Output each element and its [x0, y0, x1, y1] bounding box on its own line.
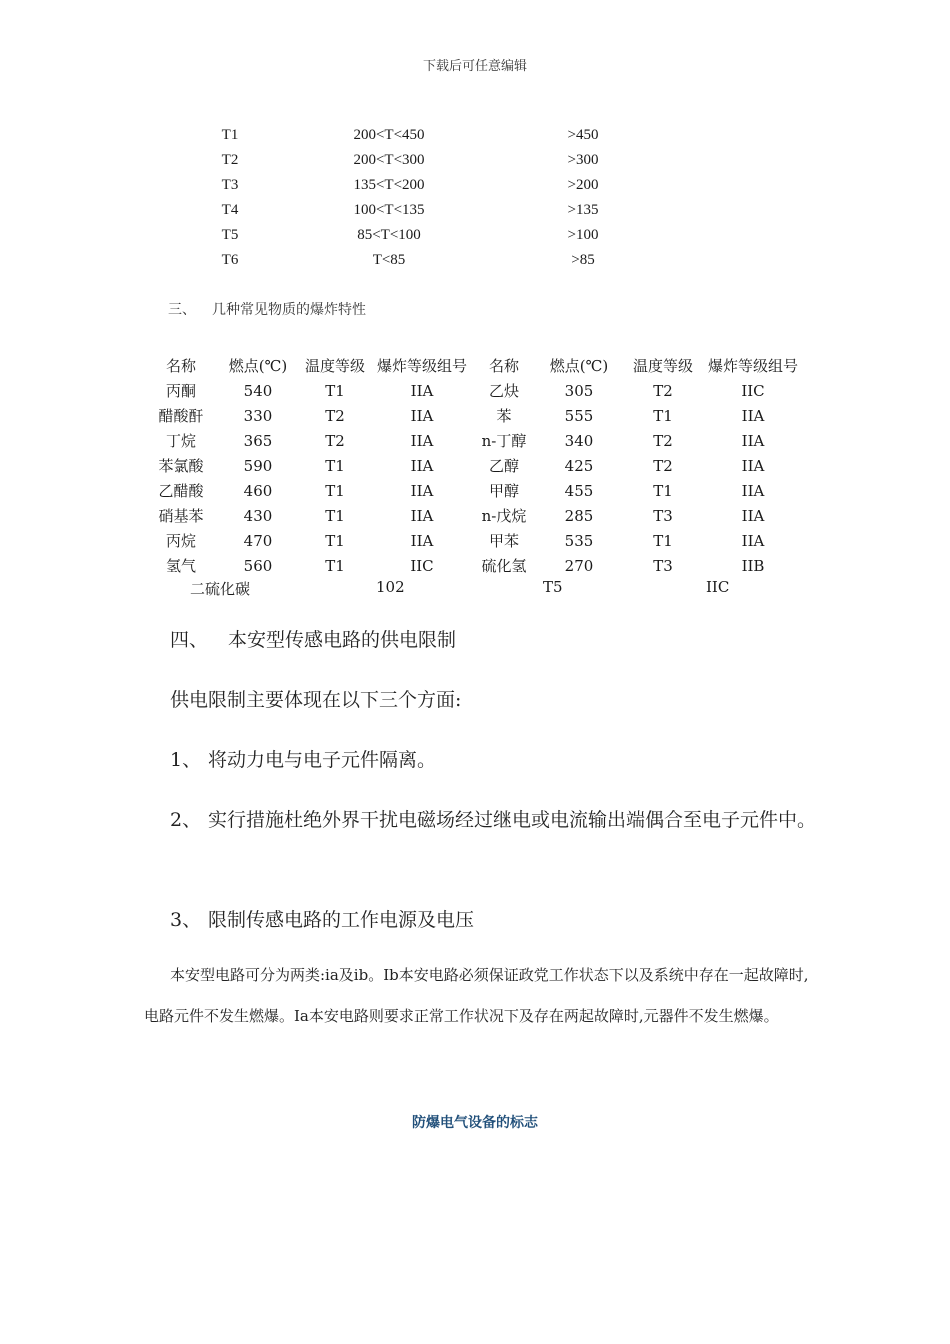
table-row: T4 100<T<135 >135: [221, 202, 599, 218]
page-header: 下载后可任意编辑: [422, 59, 527, 74]
list-item: 1、 将动力电与电子元件隔离。: [170, 749, 437, 771]
table-row: 二硫化碳 102 T5 IIC: [190, 578, 730, 598]
intro-text: 供电限制主要体现在以下三个方面:: [170, 689, 462, 711]
body-paragraph: 本安型电路可分为两类:ia及ib。Ib本安电路必须保证政党工作状态下以及系统中存在一起故障时,电路元件不发生燃爆。Ia本安电路则要求正常工作状况下及存在两起故障时,元器件不发生燃爆。: [144, 966, 809, 1025]
section-title: 几种常见物质的爆炸特性: [212, 302, 366, 318]
table-row: 丙烷 470 T1 IIA 甲苯 535 T1 IIA: [165, 531, 765, 550]
table-row: T5 85<T<100 >100: [221, 227, 599, 243]
table-row: T1 200<T<450 >450: [221, 127, 599, 143]
section-number: 三、: [168, 302, 196, 318]
material-explosion-table: [150, 353, 810, 603]
table-header-row: 名称 燃点(℃) 温度等级 爆炸等级组号 名称 燃点(℃) 温度等级 爆炸等级组号: [165, 357, 798, 375]
table-row: 醋酸酐 330 T2 IIA 苯 555 T1 IIA: [158, 406, 765, 425]
section-title: 本安型传感电路的供电限制: [228, 629, 457, 651]
table-row: 丁烷 365 T2 IIA n-丁醇 340 T2 IIA: [165, 431, 765, 450]
table-row: 硝基苯 430 T1 IIA n-戊烷 285 T3 IIA: [158, 506, 765, 525]
table-row: 丙酮 540 T1 IIA 乙炔 305 T2 IIC: [165, 381, 765, 400]
table-row: 乙醋酸 460 T1 IIA 甲醇 455 T1 IIA: [158, 481, 765, 500]
section-4-heading: [170, 625, 456, 652]
temperature-class-table: [180, 127, 700, 277]
table-row: T6 T<85 >85: [221, 252, 595, 268]
section-title-link-style: 防爆电气设备的标志: [412, 1115, 538, 1131]
section-number: 四、: [170, 629, 209, 651]
table-row: 苯氯酸 590 T1 IIA 乙醇 425 T2 IIA: [158, 456, 765, 475]
list-item: 3、 限制传感电路的工作电源及电压: [170, 909, 475, 931]
table-row: 氢气 560 T1 IIC 硫化氢 270 T3 IIB: [165, 556, 765, 575]
table-row: T3 135<T<200 >200: [221, 177, 599, 193]
section-3-heading: [168, 299, 366, 319]
table-row: T2 200<T<300 >300: [221, 152, 599, 168]
list-item: 2、 实行措施杜绝外界干扰电磁场经过继电或电流输出端偶合至电子元件中。: [170, 809, 817, 831]
